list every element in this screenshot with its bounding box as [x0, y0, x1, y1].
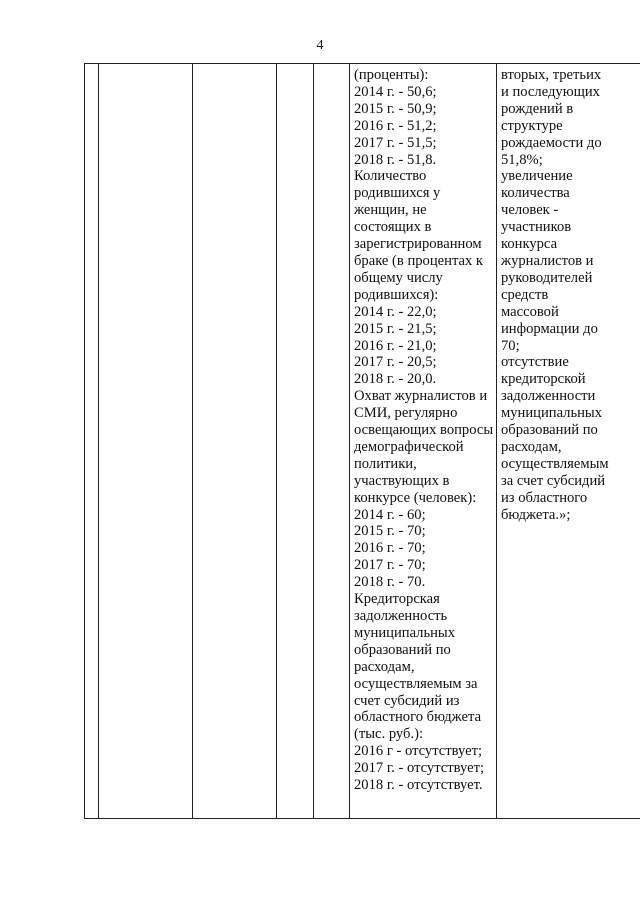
results-text: [497, 64, 640, 523]
text-line: 2018 г. - отсутствует.: [354, 777, 483, 794]
text-line: и последующих: [501, 83, 600, 100]
text-line: родившихся у: [354, 185, 441, 202]
text-line: конкурса: [501, 236, 558, 253]
text-line: счет субсидий из: [354, 692, 460, 709]
text-line: рождаемости до: [501, 134, 602, 151]
text-line: 2016 г. - 51,2;: [354, 117, 437, 134]
text-line: осуществляемым за: [354, 675, 478, 692]
indicators-cell: [350, 64, 497, 819]
text-line: политики,: [354, 455, 417, 472]
text-line: СМИ, регулярно: [354, 405, 458, 422]
text-line: 2014 г. - 22,0;: [354, 303, 437, 320]
text-line: 2017 г. - 70;: [354, 557, 426, 574]
text-line: средств: [501, 286, 549, 303]
text-line: 2018 г. - 20,0.: [354, 371, 437, 388]
page-number: 4: [316, 38, 324, 53]
text-line: муниципальных: [354, 624, 456, 641]
text-line: конкурсе (человек):: [354, 489, 477, 506]
table-cell-empty: [314, 64, 350, 819]
text-line: 2015 г. - 50,9;: [354, 100, 437, 117]
table-cell-empty: [193, 64, 277, 819]
text-line: 2017 г. - 51,5;: [354, 134, 437, 151]
text-line: демографической: [354, 438, 464, 455]
text-line: родившихся):: [354, 286, 439, 303]
text-line: зарегистрированном: [354, 236, 482, 253]
text-line: общему числу: [354, 269, 443, 286]
indicators-text: [350, 64, 496, 794]
text-line: из областного: [501, 489, 588, 506]
table-cell-empty: [99, 64, 193, 819]
text-line: задолженность: [354, 608, 448, 624]
text-line: руководителей: [501, 269, 593, 286]
text-line: 2016 г. - 21,0;: [354, 337, 437, 354]
text-line: увеличение: [501, 168, 573, 185]
text-line: освещающих вопросы: [354, 422, 494, 439]
text-line: задолженности: [501, 388, 596, 405]
text-line: 70;: [501, 337, 520, 354]
text-line: количества: [501, 185, 570, 202]
text-line: (тыс. руб.):: [354, 726, 424, 743]
text-line: 2017 г. - 20,5;: [354, 354, 437, 371]
text-line: Количество: [354, 168, 427, 185]
text-line: 2017 г. - отсутствует;: [354, 760, 485, 777]
text-line: 51,8%;: [501, 151, 543, 168]
text-line: расходам,: [354, 658, 415, 675]
text-line: человек -: [501, 202, 559, 219]
text-line: состоящих в: [354, 219, 432, 236]
text-line: за счет субсидий: [501, 472, 606, 489]
results-cell: [497, 64, 640, 819]
text-line: 2014 г. - 50,6;: [354, 83, 437, 100]
text-line: вторых, третьих: [501, 67, 602, 83]
text-line: 2015 г. - 21,5;: [354, 320, 437, 337]
text-line: отсутствие: [501, 354, 569, 371]
text-line: массовой: [501, 303, 559, 320]
text-line: 2014 г. - 60;: [354, 506, 426, 523]
text-line: (проценты):: [354, 67, 429, 83]
text-line: участвующих в: [354, 472, 450, 489]
table-cell-empty: [85, 64, 99, 819]
text-line: образований по: [501, 422, 598, 439]
text-line: образований по: [354, 641, 451, 658]
text-line: Охват журналистов и: [354, 388, 488, 405]
text-line: муниципальных: [501, 405, 603, 422]
text-line: участников: [501, 219, 572, 236]
text-line: кредиторской: [501, 371, 586, 388]
table-row: [85, 64, 640, 819]
text-line: структуре: [501, 117, 563, 134]
text-line: осуществляемым: [501, 455, 609, 472]
text-line: журналистов и: [501, 252, 594, 269]
text-line: 2016 г. - 70;: [354, 540, 426, 557]
text-line: 2018 г. - 70.: [354, 574, 426, 591]
program-table: [84, 63, 640, 819]
text-line: областного бюджета: [354, 709, 482, 726]
text-line: расходам,: [501, 438, 562, 455]
text-line: 2015 г. - 70;: [354, 523, 426, 540]
text-line: бюджета.»;: [501, 506, 571, 523]
text-line: женщин, не: [354, 202, 427, 219]
text-line: информации до: [501, 320, 598, 337]
text-line: рождений в: [501, 100, 574, 117]
text-line: браке (в процентах к: [354, 252, 484, 269]
table-cell-empty: [277, 64, 314, 819]
text-line: 2016 г - отсутствует;: [354, 743, 483, 760]
text-line: Кредиторская: [354, 591, 440, 608]
text-line: 2018 г. - 51,8.: [354, 151, 437, 168]
